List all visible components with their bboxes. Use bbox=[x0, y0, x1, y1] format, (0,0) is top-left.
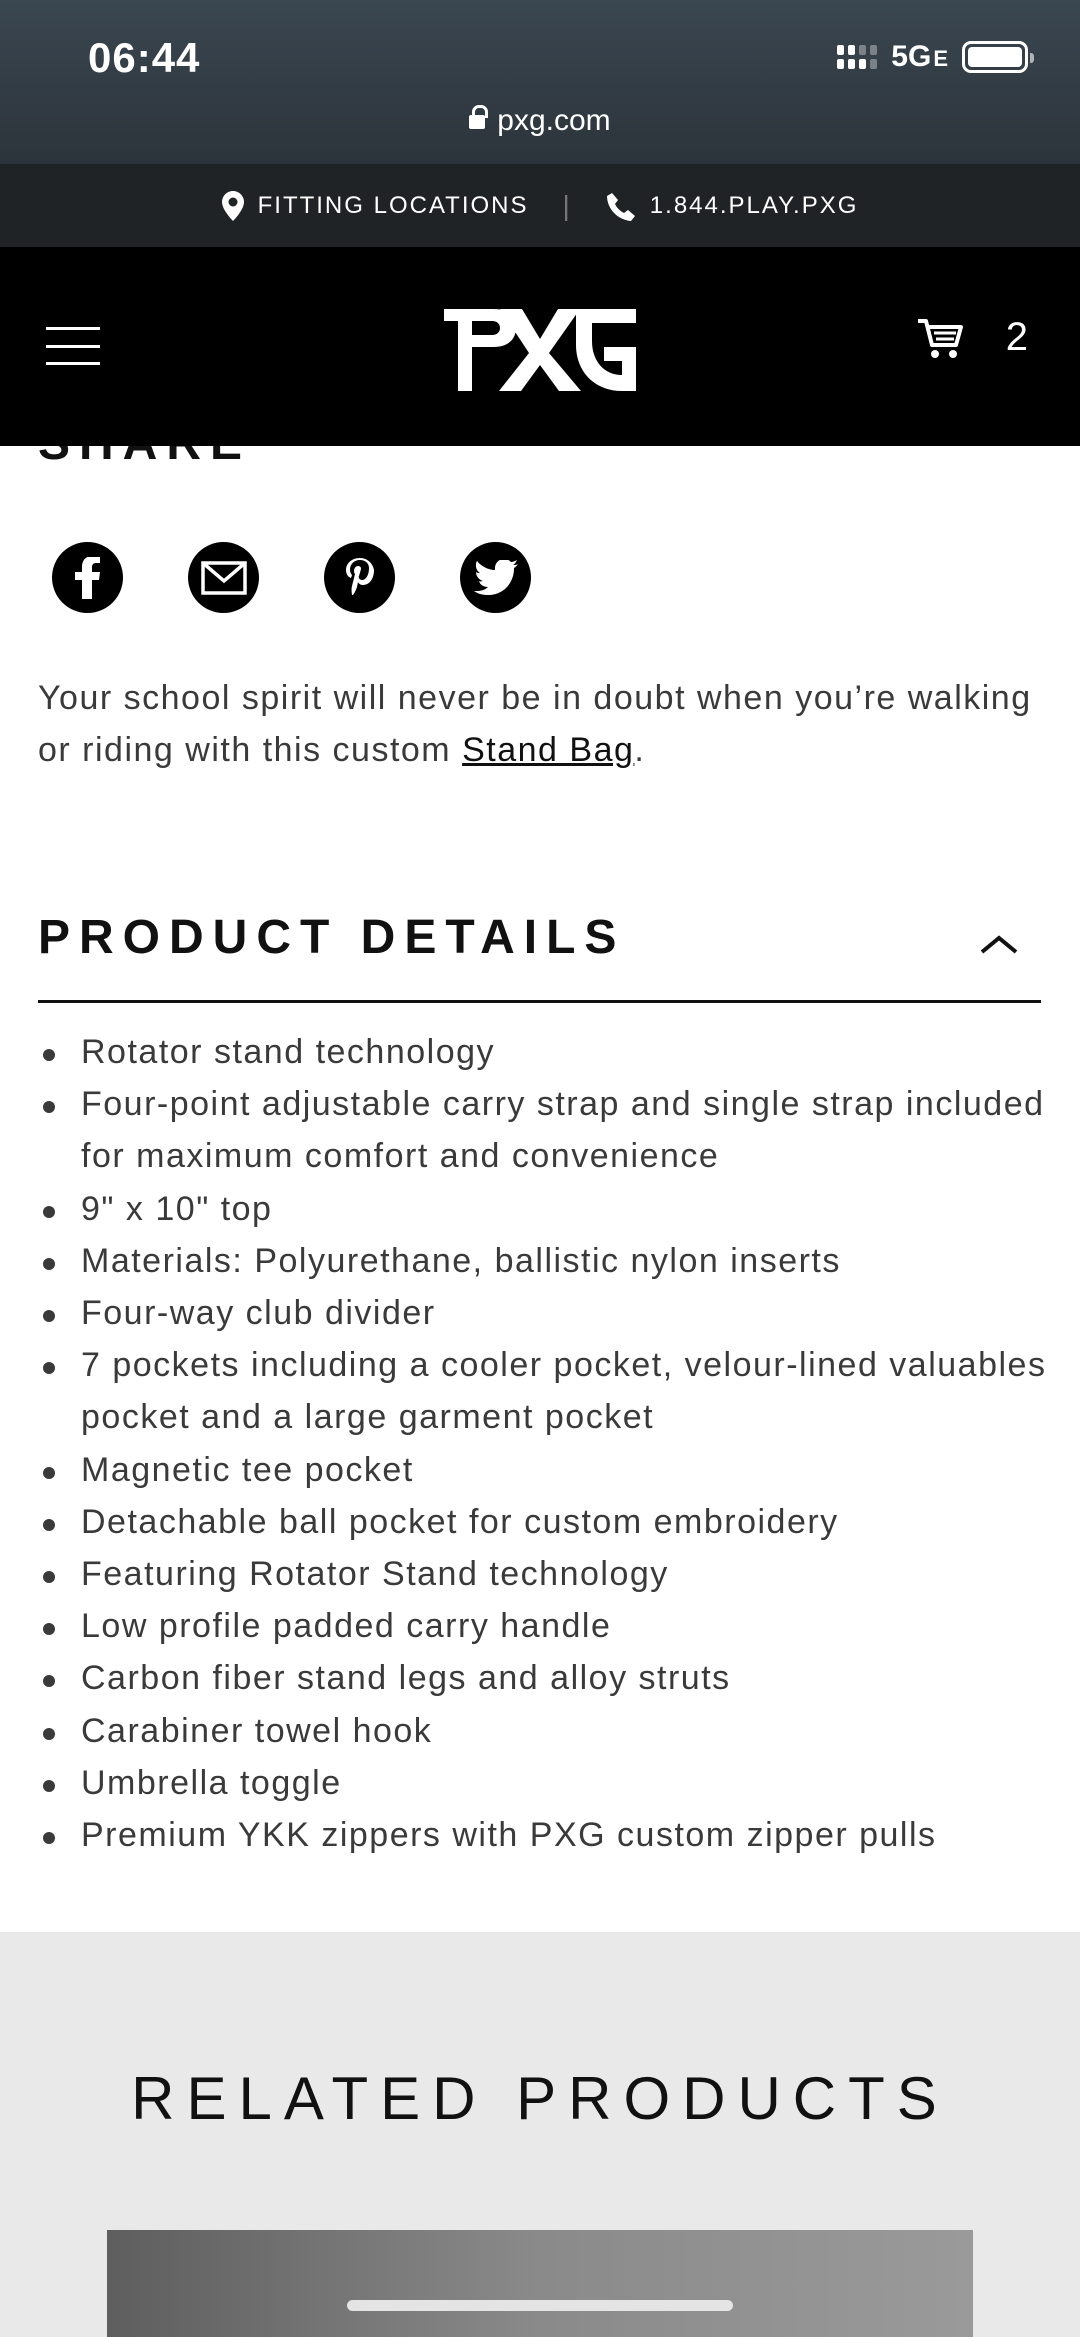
product-description: Your school spirit will never be in doubt when you’re walking or riding with this custom Stand Bag. bbox=[38, 679, 1032, 769]
phone-number: 1.844.PLAY.PXG bbox=[649, 191, 859, 219]
location-pin-icon bbox=[222, 191, 244, 221]
lock-icon bbox=[469, 113, 485, 133]
related-product-card[interactable] bbox=[107, 2230, 973, 2337]
network-type: 5GE bbox=[891, 40, 948, 73]
email-icon bbox=[201, 561, 247, 595]
related-products-heading: RELATED PRODUCTS bbox=[131, 2065, 949, 2132]
facebook-share-button[interactable] bbox=[52, 542, 123, 613]
fitting-locations-label: FITTING LOCATIONS bbox=[257, 191, 529, 219]
utility-bar bbox=[0, 164, 1080, 247]
twitter-icon bbox=[474, 560, 518, 596]
section-divider bbox=[38, 1000, 1041, 1003]
list-item: Carabiner towel hook bbox=[38, 1705, 1048, 1757]
list-item: Magnetic tee pocket bbox=[38, 1444, 1048, 1496]
status-time: 06:44 bbox=[88, 34, 201, 81]
utility-separator: | bbox=[562, 189, 572, 221]
list-item: Rotator stand technology bbox=[38, 1026, 1048, 1078]
list-item: 9" x 10" top bbox=[38, 1183, 1048, 1235]
list-item: Carbon fiber stand legs and alloy struts bbox=[38, 1652, 1048, 1704]
list-item: Featuring Rotator Stand technology bbox=[38, 1548, 1048, 1600]
home-indicator[interactable] bbox=[347, 2300, 733, 2311]
url-bar[interactable] bbox=[0, 104, 1080, 138]
battery-icon bbox=[962, 41, 1028, 73]
cart-icon[interactable] bbox=[916, 315, 964, 361]
status-indicators bbox=[837, 40, 1028, 74]
site-header bbox=[0, 247, 1080, 446]
chevron-up-icon[interactable] bbox=[979, 932, 1019, 956]
list-item: Low profile padded carry handle bbox=[38, 1600, 1048, 1652]
stand-bag-link[interactable]: Stand Bag bbox=[462, 731, 635, 769]
product-details-list bbox=[38, 1026, 1048, 1861]
pinterest-icon bbox=[343, 556, 377, 600]
list-item: Premium YKK zippers with PXG custom zipper pulls bbox=[38, 1809, 1048, 1861]
list-item: Four-way club divider bbox=[38, 1287, 1048, 1339]
status-bar bbox=[0, 0, 1080, 164]
phone-icon bbox=[606, 191, 636, 221]
related-products-section bbox=[0, 1932, 1080, 2337]
product-details-heading[interactable]: PRODUCT DETAILS bbox=[38, 911, 626, 964]
facebook-icon bbox=[73, 557, 103, 599]
list-item: Umbrella toggle bbox=[38, 1757, 1048, 1809]
signal-icon bbox=[837, 45, 877, 69]
list-item: 7 pockets including a cooler pocket, velour-lined valuables pocket and a large garment pocket bbox=[38, 1339, 1048, 1443]
menu-icon[interactable] bbox=[46, 327, 100, 365]
list-item: Materials: Polyurethane, ballistic nylon inserts bbox=[38, 1235, 1048, 1287]
pinterest-share-button[interactable] bbox=[324, 542, 395, 613]
share-buttons bbox=[52, 542, 531, 613]
phone-link[interactable] bbox=[606, 191, 859, 221]
pxg-logo[interactable] bbox=[444, 307, 636, 395]
cart-count[interactable]: 2 bbox=[1005, 315, 1028, 359]
list-item: Four-point adjustable carry strap and single strap included for maximum comfort and convenience bbox=[38, 1078, 1048, 1182]
url-text: pxg.com bbox=[497, 104, 611, 137]
list-item: Detachable ball pocket for custom embroidery bbox=[38, 1496, 1048, 1548]
email-share-button[interactable] bbox=[188, 542, 259, 613]
fitting-locations-link[interactable] bbox=[222, 191, 529, 221]
twitter-share-button[interactable] bbox=[460, 542, 531, 613]
